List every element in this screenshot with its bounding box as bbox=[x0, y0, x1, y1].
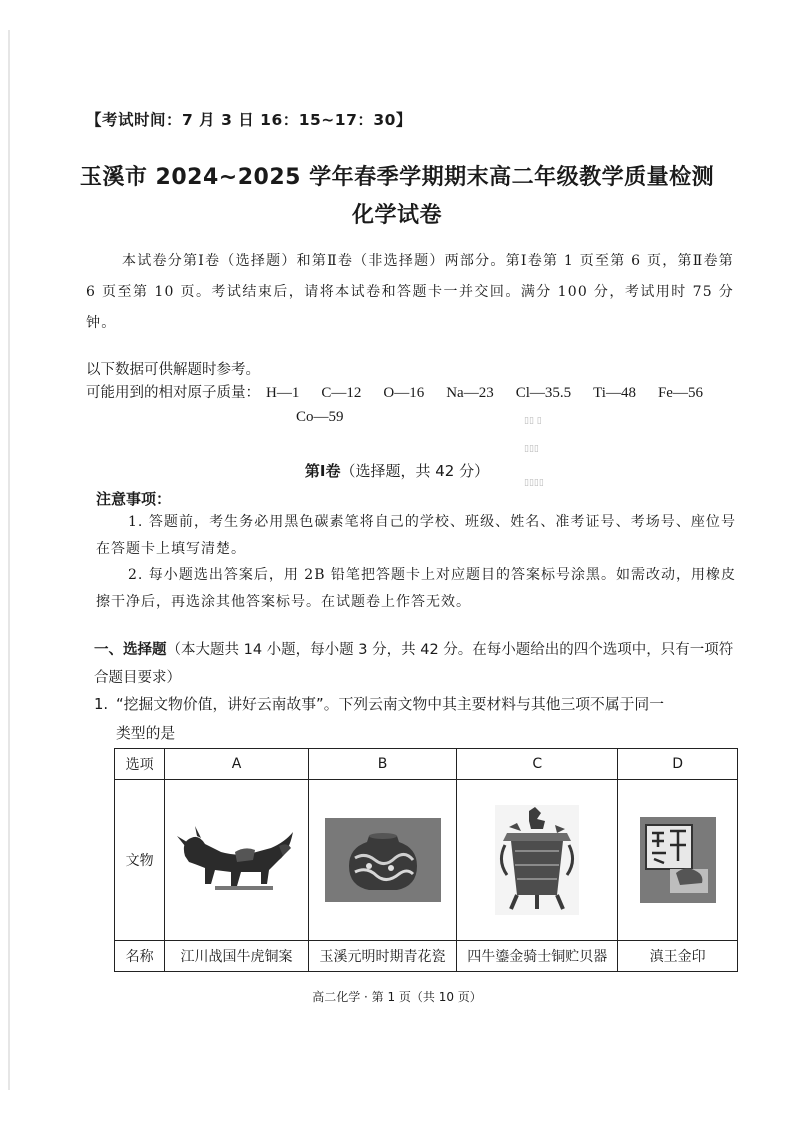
relic-table bbox=[114, 748, 738, 972]
question-1 bbox=[94, 690, 740, 748]
option-key: A bbox=[165, 749, 309, 780]
atomic-mass-item-wrap: Co—59 bbox=[296, 409, 344, 425]
table-header-row bbox=[115, 749, 738, 780]
page-footer: 高二化学 · 第 1 页（共 10 页） bbox=[312, 990, 482, 1004]
part-heading-title: 一、选择题 bbox=[94, 642, 167, 658]
exam-subject-title: 化学试卷 bbox=[351, 203, 442, 228]
gold-seal-icon bbox=[640, 817, 716, 903]
atomic-mass-label: 可能用到的相对原子质量： bbox=[86, 385, 260, 401]
section-detail: （选择题，共 42 分） bbox=[340, 462, 490, 480]
notice-item: 2. 每小题选出答案后，用 2B 铅笔把答题卡上对应题目的答案标号涂黑。如需改动，用橡皮擦干净后，再选涂其他答案标号。在试题卷上作答无效。 bbox=[96, 567, 736, 610]
table-name-row bbox=[115, 941, 738, 972]
question-stem-line: “挖掘文物价值，讲好云南故事”。下列云南文物中其主要材料与其他三项不属于同一 bbox=[116, 696, 665, 713]
table-row-label: 名称 bbox=[115, 941, 165, 972]
atomic-mass-item: H—1 bbox=[266, 385, 300, 401]
scan-artifact: ▯▯ ▯ bbox=[524, 416, 542, 426]
blue-white-porcelain-jar-icon bbox=[325, 818, 441, 902]
relic-image-cell bbox=[457, 780, 618, 941]
atomic-mass-item: Na—23 bbox=[446, 385, 494, 401]
relic-name: 四牛鎏金骑士铜贮贝器 bbox=[457, 941, 618, 972]
table-row-label: 选项 bbox=[115, 749, 165, 780]
intro-paragraph: 本试卷分第Ⅰ卷（选择题）和第Ⅱ卷（非选择题）两部分。第Ⅰ卷第 1 页至第 6 页，第Ⅱ卷第 6 页至第 10 页。考试结束后，请将本试卷和答题卡一并交回。满分 100 分，考试用时 75 分钟。 bbox=[86, 253, 734, 331]
question-number: 1. bbox=[94, 696, 109, 713]
relic-image-cell bbox=[165, 780, 309, 941]
notice-title: 注意事项： bbox=[96, 490, 172, 508]
relic-image-cell bbox=[618, 780, 738, 941]
atomic-mass-item: Cl—35.5 bbox=[515, 385, 572, 401]
option-key: C bbox=[457, 749, 618, 780]
part-heading-detail: （本大题共 14 小题，每小题 3 分，共 42 分。在每小题给出的四个选项中，只有一项符合题目要求） bbox=[94, 642, 734, 686]
atomic-mass-line bbox=[86, 382, 736, 404]
exam-title: 玉溪市 2024~2025 学年春季学期期末高二年级教学质量检测 bbox=[79, 165, 715, 190]
section-name: 第Ⅰ卷 bbox=[304, 462, 341, 480]
bronze-ox-tiger-table-icon bbox=[175, 812, 299, 908]
relic-name: 玉溪元明时期青花瓷 bbox=[308, 941, 457, 972]
atomic-mass-item: Fe—56 bbox=[657, 385, 703, 401]
relic-name: 滇王金印 bbox=[618, 941, 738, 972]
table-row-label: 文物 bbox=[115, 780, 165, 941]
relic-image-cell bbox=[308, 780, 457, 941]
scan-artifact: ▯▯▯ bbox=[524, 444, 539, 454]
atomic-mass-item: C—12 bbox=[321, 385, 362, 401]
option-key: B bbox=[308, 749, 457, 780]
option-key: D bbox=[618, 749, 738, 780]
atomic-mass-item: Ti—48 bbox=[593, 385, 636, 401]
reference-note: 以下数据可供解题时参考。 bbox=[86, 362, 260, 378]
atomic-mass-item: O—16 bbox=[383, 385, 425, 401]
gilded-bronze-cowrie-container-icon bbox=[495, 805, 579, 915]
table-image-row bbox=[115, 780, 738, 941]
relic-name: 江川战国牛虎铜案 bbox=[165, 941, 309, 972]
question-stem-line: 类型的是 bbox=[116, 725, 176, 742]
scan-artifact: ▯▯▯▯ bbox=[524, 478, 544, 488]
section-heading bbox=[0, 460, 794, 481]
part-heading bbox=[94, 636, 738, 692]
exam-time: 【考试时间：7 月 3 日 16：15~17：30】 bbox=[86, 111, 412, 129]
notice-item: 1. 答题前，考生务必用黑色碳素笔将自己的学校、班级、姓名、准考证号、考场号、座位号在答题卡上填写清楚。 bbox=[96, 514, 736, 557]
